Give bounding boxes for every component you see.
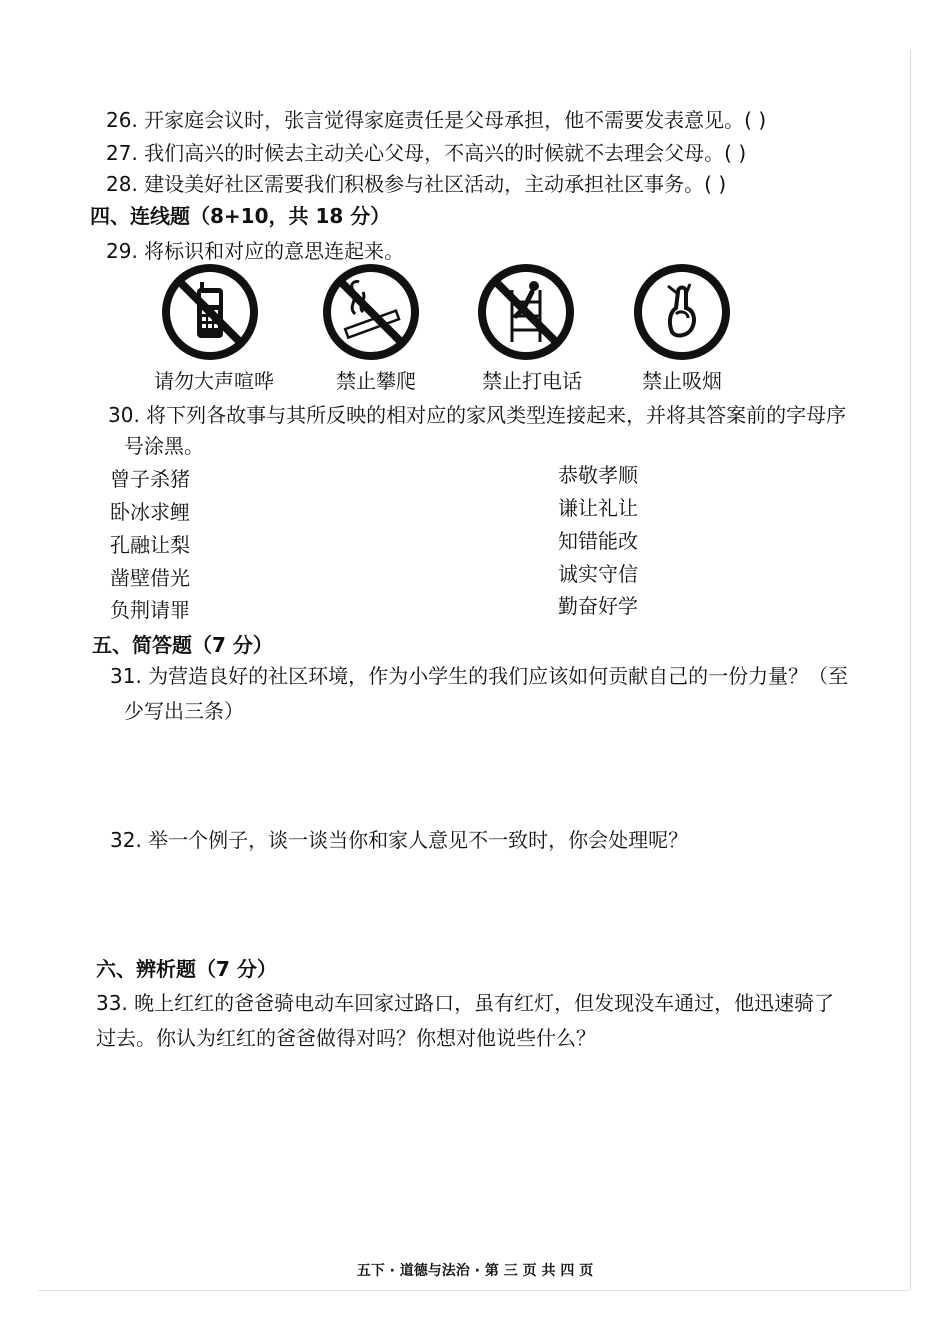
virtue-item: 勤奋好学 [558,594,638,618]
story-item: 曾子杀猪 [110,467,190,491]
virtue-item: 谦让礼让 [558,496,638,520]
sign-caption-3: 禁止打电话 [482,369,582,393]
story-item: 负荆请罪 [110,598,190,622]
question-31: 31. 为营造良好的社区环境，作为小学生的我们应该如何贡献自己的一份力量？（至 [110,664,849,688]
sign-caption-1: 请勿大声喧哗 [154,369,274,393]
story-item: 卧冰求鲤 [110,500,190,524]
page-edge-bottom [38,1290,910,1291]
question-27: 27. 我们高兴的时候去主动关心父母，不高兴的时候就不去理会父母。( ) [106,141,747,165]
section-5-heading: 五、简答题（7 分） [92,633,273,657]
section-4-heading: 四、连线题（8+10，共 18 分） [90,204,391,228]
question-26: 26. 开家庭会议时，张言觉得家庭责任是父母承担，他不需要发表意见。( ) [106,108,767,132]
quiet-please-icon [632,262,732,362]
question-28: 28. 建设美好社区需要我们积极参与社区活动，主动承担社区事务。( ) [106,172,727,196]
page-footer: 五下 · 道德与法治 · 第 三 页 共 四 页 [356,1263,594,1279]
section-6-heading: 六、辨析题（7 分） [96,957,277,981]
virtue-item: 诚实守信 [558,562,638,586]
story-item: 孔融让梨 [110,533,190,557]
no-phone-icon [160,262,260,362]
question-30-continued: 号涂黑。 [124,434,204,458]
question-33: 33. 晚上红红的爸爸骑电动车回家过路口，虽有红灯，但发现没车通过，他迅速骑了 [96,991,835,1015]
page-edge-right [910,50,911,1290]
story-item: 凿壁借光 [110,566,190,590]
no-climbing-icon [476,262,576,362]
no-smoking-icon [321,262,421,362]
question-32: 32. 举一个例子，谈一谈当你和家人意见不一致时，你会处理呢？ [110,828,689,852]
question-29: 29. 将标识和对应的意思连起来。 [106,239,405,263]
question-31-continued: 少写出三条） [124,699,244,723]
question-30: 30. 将下列各故事与其所反映的相对应的家风类型连接起来，并将其答案前的字母序 [108,403,847,427]
sign-caption-2: 禁止攀爬 [336,369,416,393]
question-33-continued: 过去。你认为红红的爸爸做得对吗？你想对他说些什么？ [96,1026,596,1050]
virtue-item: 知错能改 [558,529,638,553]
sign-caption-4: 禁止吸烟 [642,369,722,393]
virtue-item: 恭敬孝顺 [558,463,638,487]
